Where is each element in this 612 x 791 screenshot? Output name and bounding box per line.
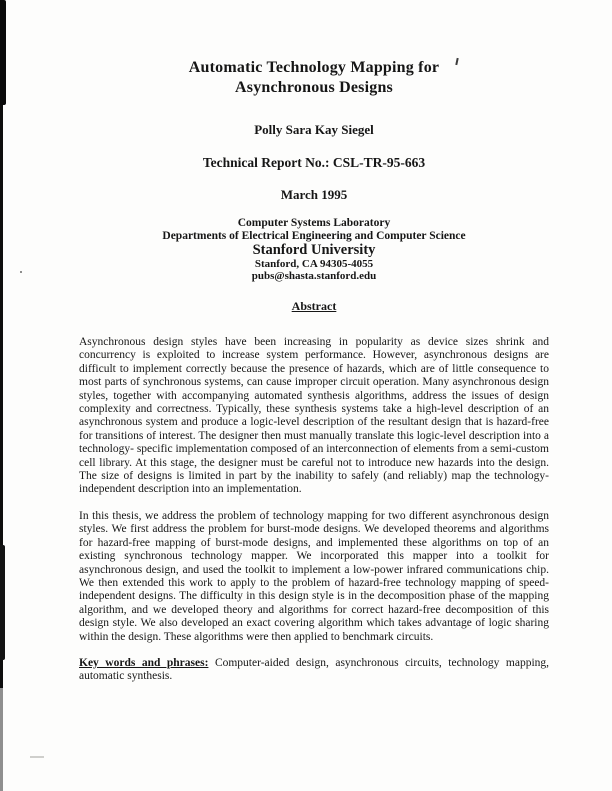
abstract-paragraph-2: In this thesis, we address the problem of technology mapping for two different asynchronous design styles. We first address the problem for burst-mode designs. We developed theorems and algorithms for hazard-free mapping of burst-mode designs, and implemented these algorithms on top of an existing synchronous technology mapper. We incorporated this mapper into a toolkit for asynchronous design, and used the toolkit to implement a low-power infrared communications chip. We then extended this work to apply to the problem of hazard-free technology mapping of speed-independent designs. The difficulty in this design style is in the decomposition phase of the mapping algorithm, and we developed theory and algorithms for correct hazard-free decomposition of this design style. We also developed an exact covering algorithm which takes advantage of logic sharing within the design. These algorithms were then applied to benchmark circuits. [79, 509, 549, 643]
scan-artifact-top-blob [0, 0, 6, 105]
affiliation-university: Stanford University [252, 242, 376, 258]
abstract-heading: Abstract [291, 299, 337, 313]
affiliation-lab: Computer Systems Laboratory [237, 217, 391, 229]
author-name: Polly Sara Kay Siegel [254, 122, 374, 137]
keywords-line [79, 657, 549, 684]
affiliation-departments: Departments of Electrical Engineering and Computer Science [162, 229, 466, 242]
title-line-2: Asynchronous Designs [235, 79, 393, 96]
scan-speck-left [20, 271, 22, 273]
scan-artifact-bottom-fade [0, 688, 3, 791]
scan-artifact-left-edge [0, 0, 3, 791]
scan-smudge-bottom [30, 756, 44, 758]
affiliation-block [79, 217, 549, 282]
keywords-text: Computer-aided design, asynchronous circuits, technology mapping, automatic synthesis. [79, 656, 550, 683]
title-line-1: Automatic Technology Mapping for [188, 59, 440, 76]
affiliation-email: pubs@shasta.stanford.edu [251, 270, 377, 282]
abstract-paragraph-1: Asynchronous design styles have been increasing in popularity as device sizes shrink and concurrency is exploited to increase system performance. However, asynchronous designs are difficult to implement correctly because the presence of hazards, which are of little consequence to most parts of synchronous systems, can cause improper circuit operation. Many asynchronous design styles, together with accompanying automated synthesis algorithms, address the issues of design complexity and correctness. Typically, these synthesis systems take a high-level description of an asynchronous system and produce a logic-level description of the resultant design that is hazard-free for transitions of interest. The designer then must manually translate this logic-level description into a technology- specific implementation composed of an interconnection of elements from a semi-custom cell library. At this stage, the designer must be careful not to introduce new hazards into the design. The size of designs is limited in part by the inability to safely (and reliably) map the technology-independent description into an implementation. [79, 336, 549, 496]
report-number: Technical Report No.: CSL-TR-95-663 [202, 155, 426, 170]
affiliation-address: Stanford, CA 94305-4055 [254, 258, 374, 270]
scan-artifact-mid-blob [0, 545, 5, 660]
page-title [79, 58, 549, 98]
page-content [79, 0, 549, 684]
report-date: March 1995 [280, 187, 348, 202]
keywords-label: Key words and phrases: [79, 656, 209, 669]
